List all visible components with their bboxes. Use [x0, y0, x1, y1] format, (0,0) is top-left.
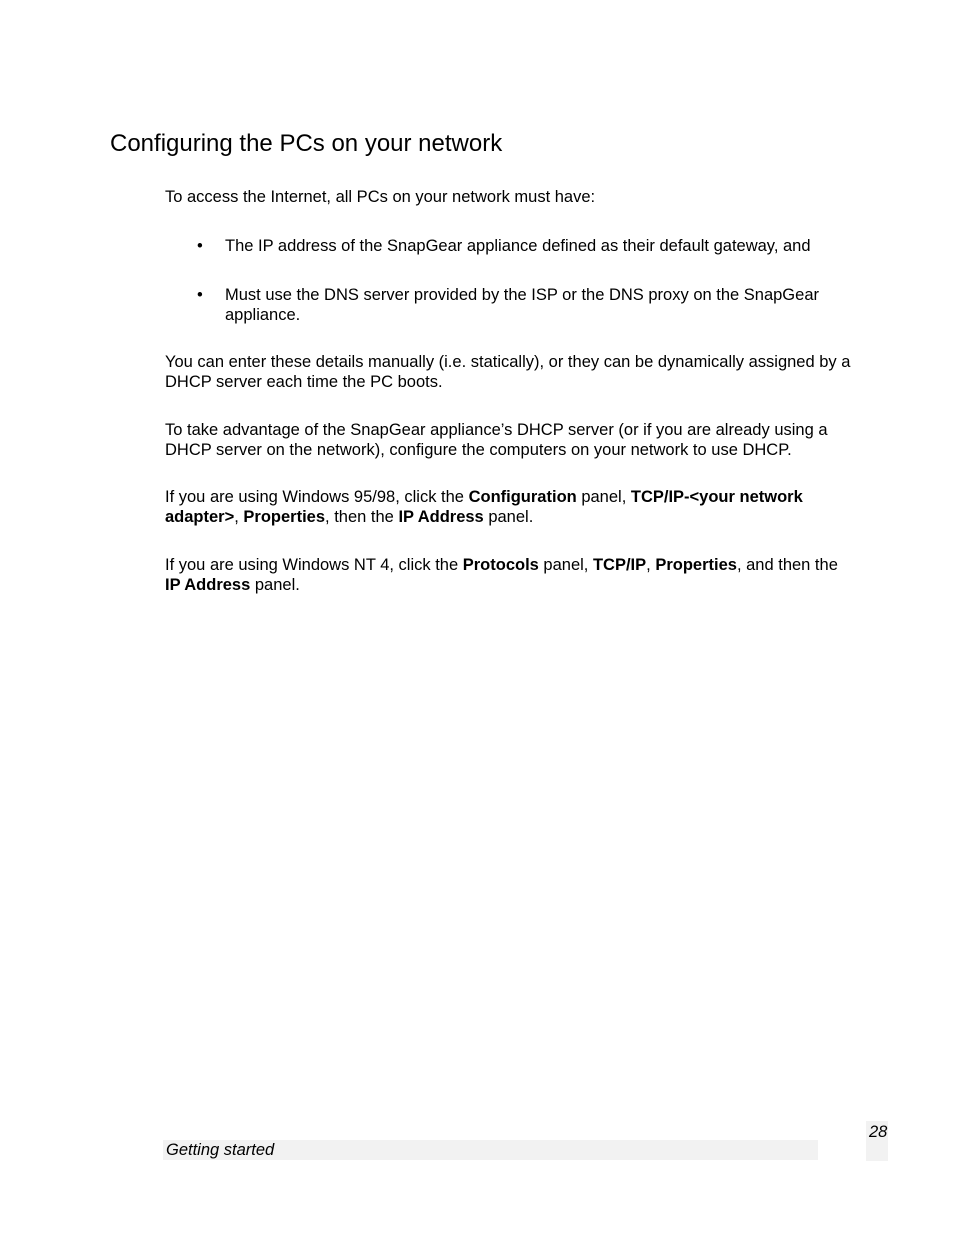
win95-text-5: panel. [483, 508, 534, 526]
win95-properties: Properties [243, 508, 326, 526]
win95-tcpip-adapter: TCP/IP-<your network adapter> [165, 488, 803, 526]
nt4-ip-address: IP Address [165, 576, 251, 594]
nt4-paragraph [165, 555, 855, 595]
nt4-text-3: , [646, 556, 656, 574]
nt4-text-1: If you are using Windows NT 4, click the [165, 556, 463, 574]
win95-paragraph [165, 487, 855, 527]
page-number: 28 [869, 1123, 888, 1141]
win95-text-3: , [234, 508, 244, 526]
win95-text-2: panel, [576, 488, 631, 506]
nt4-tcpip: TCP/IP [592, 556, 647, 574]
page-title: Configuring the PCs on your network [110, 130, 503, 157]
intro-paragraph: To access the Internet, all PCs on your network must have: [165, 188, 596, 206]
manual-paragraph: You can enter these details manually (i.e. statically), or they can be dynamically assigned by a DHCP server each time the PC boots. [165, 353, 851, 391]
nt4-text-2: panel, [538, 556, 593, 574]
bullet-marker: • [197, 237, 203, 255]
win95-text-1: If you are using Windows 95/98, click the [165, 488, 469, 506]
nt4-text-5: panel. [250, 576, 300, 594]
nt4-properties: Properties [655, 556, 737, 574]
nt4-text-4: , and then the [736, 556, 838, 574]
bullet-marker: • [197, 286, 203, 304]
bullet-item-dns: Must use the DNS server provided by the ISP or the DNS proxy on the SnapGear appliance. [225, 286, 819, 324]
footer-section-title: Getting started [166, 1141, 275, 1159]
win95-configuration: Configuration [468, 488, 577, 506]
bullet-item-gateway: The IP address of the SnapGear appliance defined as their default gateway, and [225, 237, 811, 255]
win95-ip-address: IP Address [398, 508, 484, 526]
nt4-protocols: Protocols [462, 556, 539, 574]
win95-text-4: , then the [325, 508, 399, 526]
dhcp-paragraph: To take advantage of the SnapGear appliance’s DHCP server (or if you are already using a DHCP server on the network), configure the computers on your network to use DHCP. [165, 421, 828, 459]
